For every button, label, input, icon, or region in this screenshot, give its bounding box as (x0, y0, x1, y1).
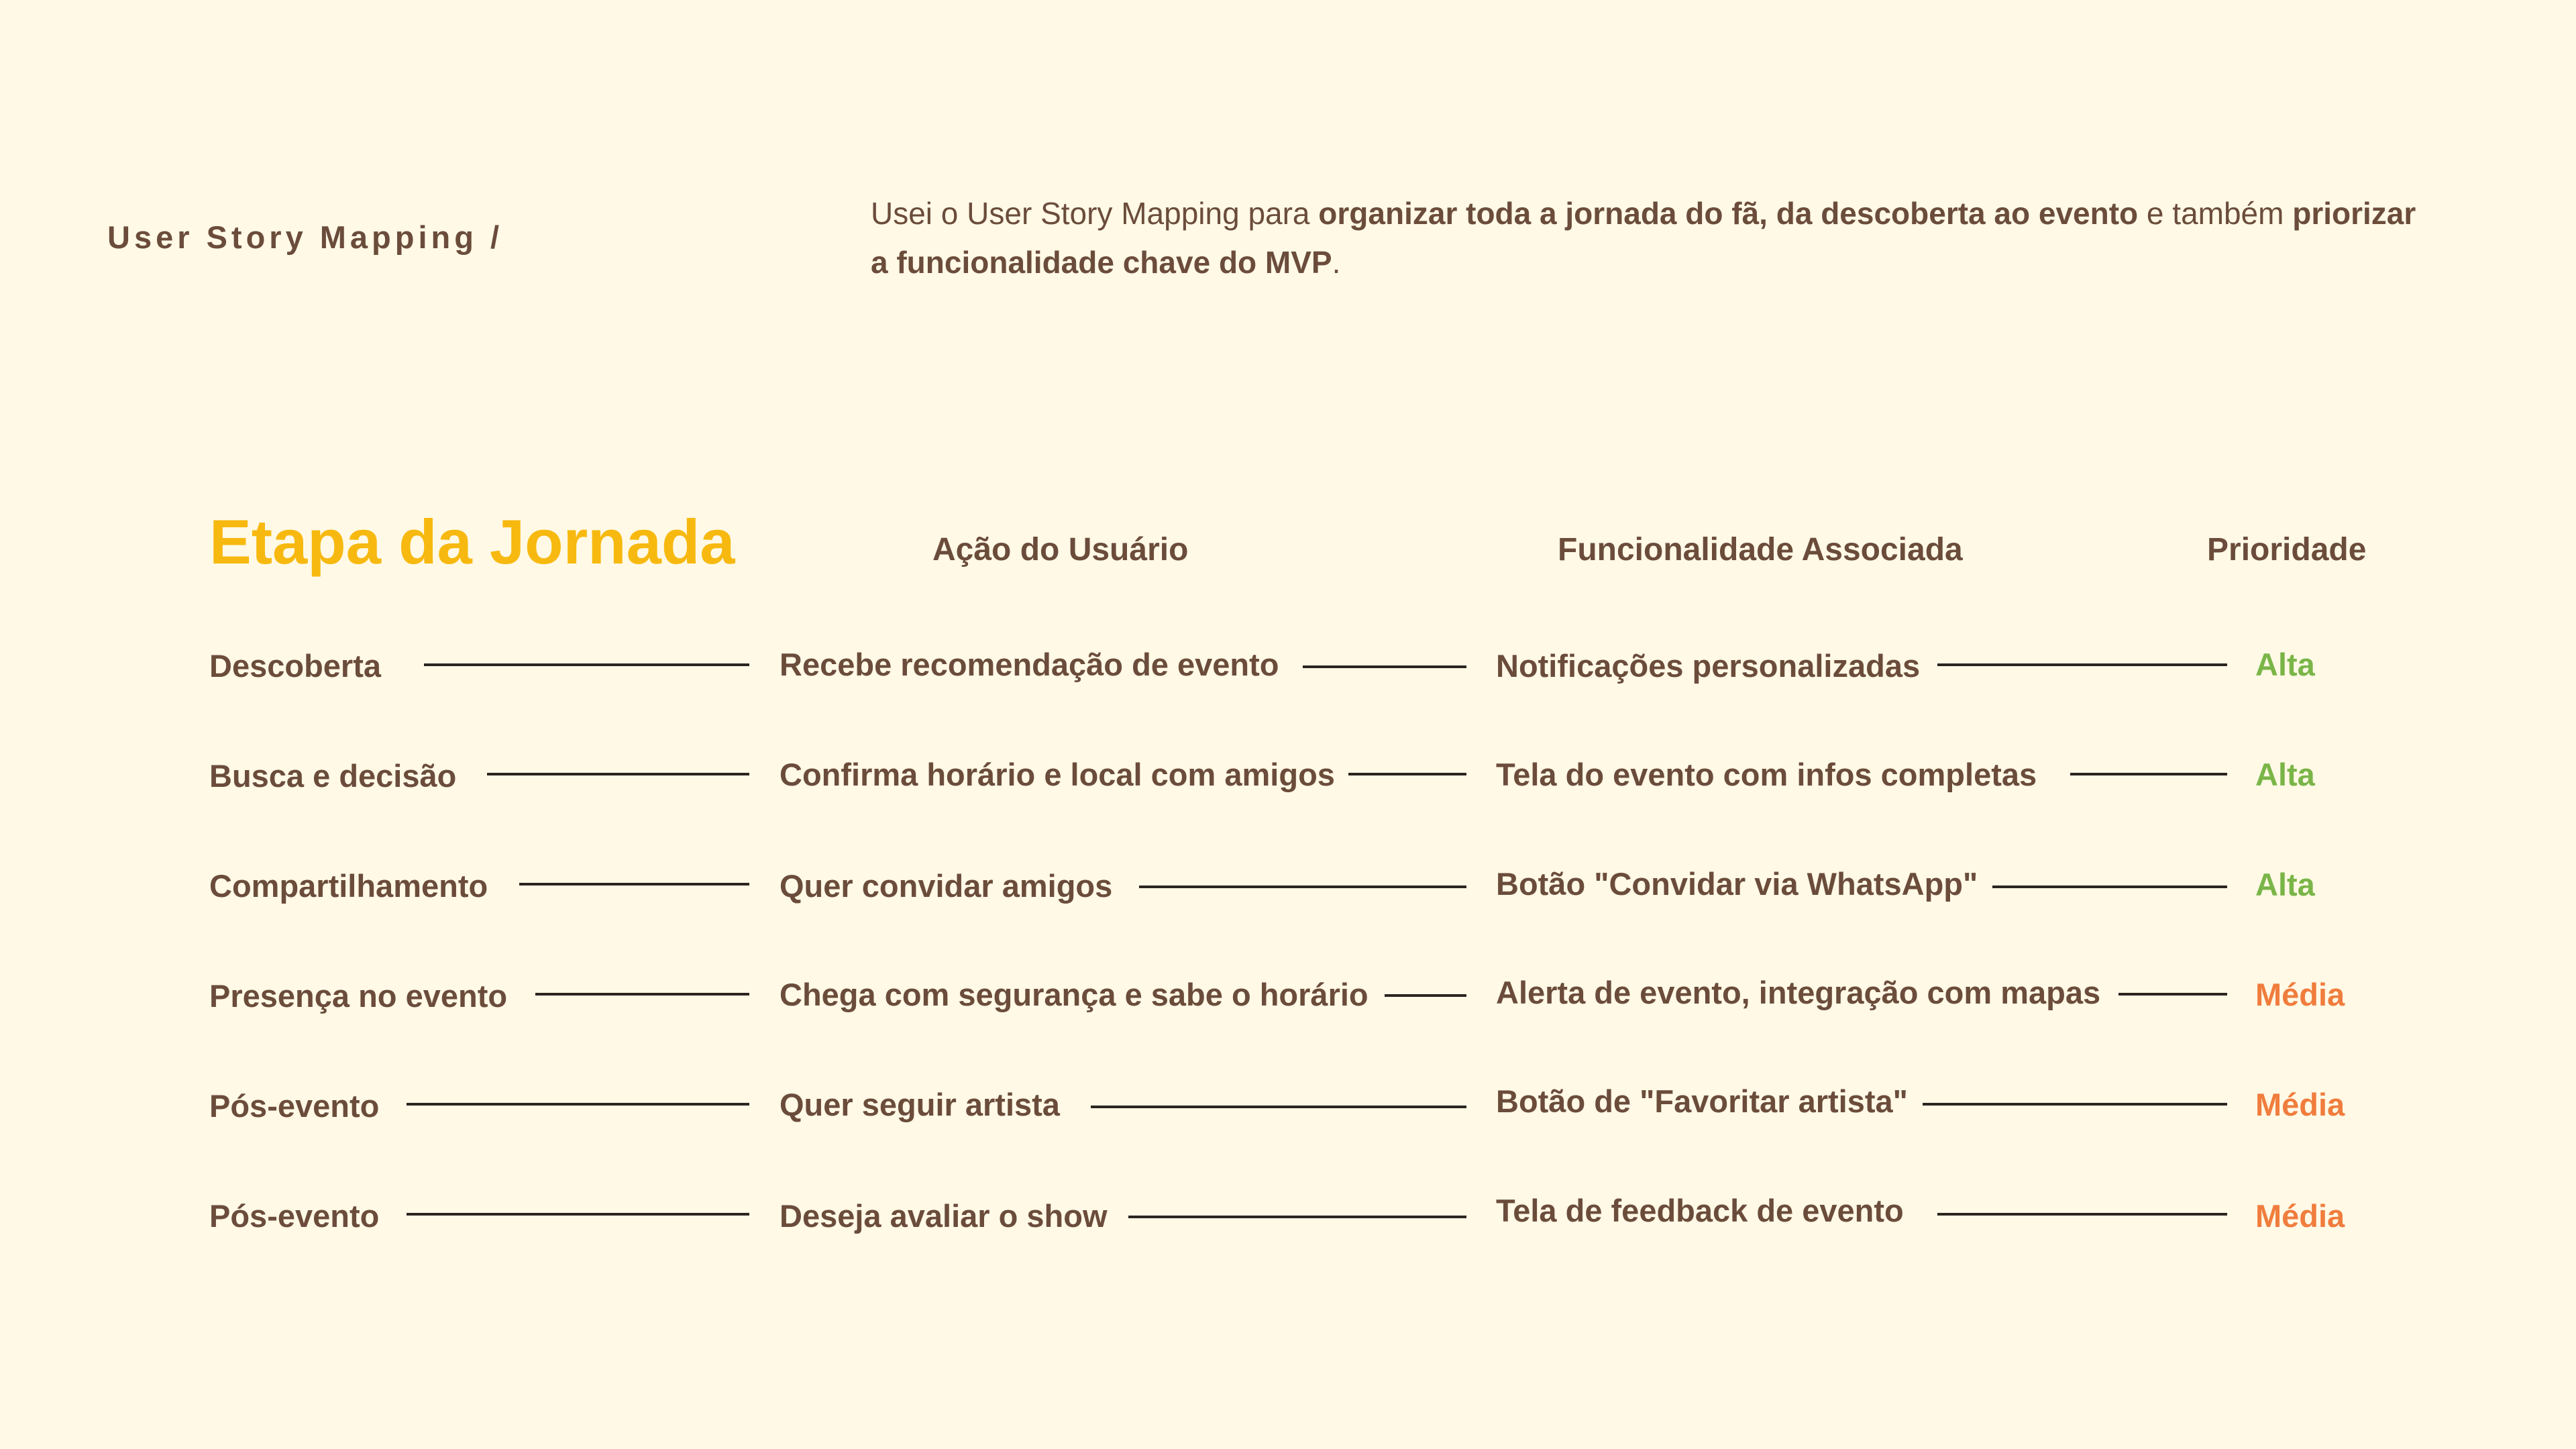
column-header-feature: Funcionalidade Associada (1558, 532, 1963, 568)
connector-line (1139, 885, 1466, 888)
connector-line (407, 1213, 749, 1216)
action-cell: Quer convidar amigos (780, 868, 1113, 904)
connector-line (2070, 773, 2227, 775)
connector-line (1937, 1213, 2227, 1216)
stage-cell: Compartilhamento (209, 868, 488, 904)
priority-badge: Alta (2255, 647, 2315, 682)
feature-cell: Botão "Convidar via WhatsApp" (1496, 866, 1978, 902)
action-cell: Chega com segurança e sabe o horário (780, 977, 1368, 1012)
connector-line (1923, 1103, 2227, 1106)
column-header-priority: Prioridade (2207, 532, 2367, 568)
feature-cell: Tela de feedback de evento (1496, 1193, 1904, 1228)
column-header-action: Ação do Usuário (932, 532, 1189, 568)
connector-line (1385, 994, 1466, 997)
action-cell: Quer seguir artista (780, 1087, 1060, 1122)
connector-line (1303, 665, 1466, 668)
intro-text-1: Usei o User Story Mapping para (871, 196, 1319, 231)
connector-line (424, 663, 749, 666)
stage-cell: Pós-evento (209, 1198, 380, 1234)
connector-line (1128, 1216, 1466, 1218)
feature-cell: Tela do evento com infos completas (1496, 757, 2037, 792)
connector-line (1348, 773, 1466, 775)
priority-badge: Alta (2255, 867, 2315, 902)
table-title: Etapa da Jornada (209, 506, 735, 577)
stage-cell: Busca e decisão (209, 758, 457, 794)
priority-badge: Média (2255, 1198, 2345, 1234)
connector-line (2118, 993, 2227, 996)
feature-cell: Alerta de evento, integração com mapas (1496, 975, 2101, 1010)
priority-badge: Média (2255, 977, 2345, 1012)
connector-line (535, 993, 749, 996)
feature-cell: Notificações personalizadas (1496, 648, 1921, 684)
intro-bold-2: priorizar a funcionalidade chave do MVP (871, 196, 2416, 280)
connector-line (407, 1103, 749, 1106)
connector-line (1091, 1106, 1466, 1108)
intro-text-3: . (1332, 245, 1341, 280)
stage-cell: Pós-evento (209, 1088, 380, 1124)
action-cell: Confirma horário e local com amigos (780, 757, 1335, 792)
action-cell: Deseja avaliar o show (780, 1198, 1108, 1234)
action-cell: Recebe recomendação de evento (780, 647, 1279, 682)
stage-cell: Descoberta (209, 648, 381, 684)
priority-badge: Alta (2255, 757, 2315, 792)
section-label: User Story Mapping / (107, 219, 504, 255)
feature-cell: Botão de "Favoritar artista" (1496, 1083, 1908, 1119)
stage-cell: Presença no evento (209, 978, 508, 1014)
connector-line (519, 883, 749, 885)
intro-text-2: e também (2138, 196, 2293, 231)
connector-line (1937, 663, 2227, 666)
priority-badge: Média (2255, 1087, 2345, 1122)
intro-bold-1: organizar toda a jornada do fã, da descoberta ao evento (1318, 196, 2139, 231)
connector-line (1992, 885, 2227, 888)
connector-line (487, 773, 749, 775)
